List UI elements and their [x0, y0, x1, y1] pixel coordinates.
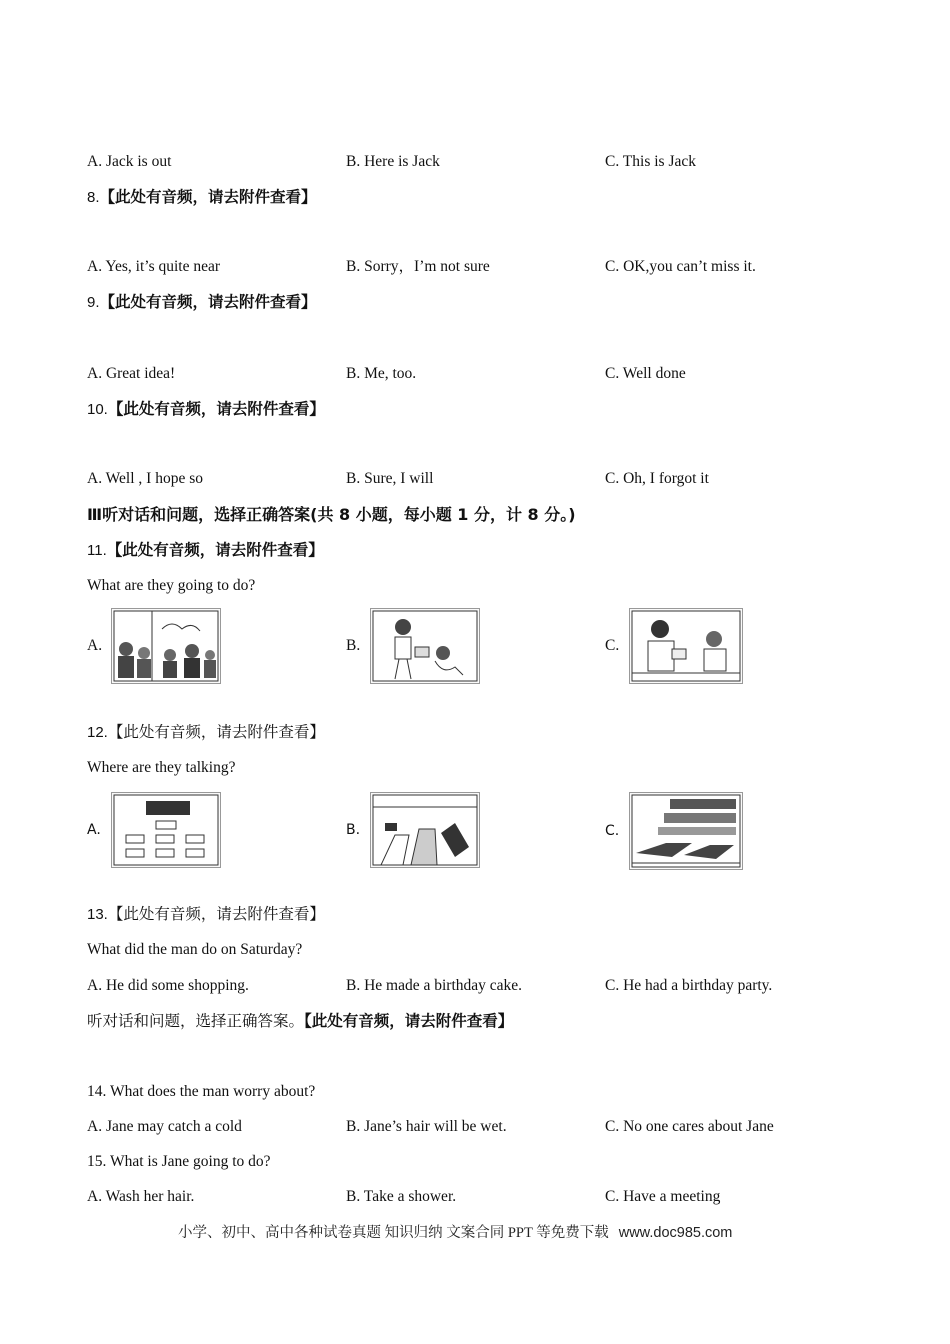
q9-option-a: A. Great idea! [87, 365, 176, 382]
q15-question: 15. What is Jane going to do? [87, 1153, 271, 1170]
q11-audio-note: 【此处有音频，请去附件查看】 [106, 541, 324, 559]
q15-option-b: B. Take a shower. [346, 1188, 457, 1205]
q9-number: 9. [87, 294, 100, 311]
group-audio-note: 【此处有音频，请去附件查看】 [304, 1012, 514, 1030]
q12-option-b[interactable] [346, 792, 480, 868]
group-instruction-text: 听对话和问题，选择正确答案。 [87, 1012, 305, 1030]
q12-picture-c [629, 792, 743, 870]
q12-option-a[interactable] [87, 792, 221, 868]
q11-label-b: B. [346, 637, 361, 654]
q13-option-c: C. He had a birthday party. [605, 977, 773, 994]
q13-number: 13. [87, 906, 108, 923]
q13-option-a: A. He did some shopping. [87, 977, 249, 994]
q11-picture-a [111, 608, 221, 684]
q7-option-c: C. This is Jack [605, 153, 696, 170]
q11-number: 11. [87, 542, 107, 559]
section-3-heading: Ⅲ听对话和问题，选择正确答案(共 8 小题，每小题 1 分，计 8 分。) [87, 505, 576, 524]
q12-picture-a [111, 792, 221, 868]
q11-question: What are they going to do? [87, 577, 256, 594]
q8-header [87, 187, 317, 208]
footer-text: 小学、初中、高中各种试卷真题 知识归纳 文案合同 PPT 等免费下载 [178, 1225, 609, 1241]
q13-audio-note: 【此处有音频，请去附件查看】 [107, 905, 325, 923]
q7-option-b: B. Here is Jack [346, 153, 440, 170]
q12-option-c[interactable] [605, 792, 743, 870]
q8-number: 8. [87, 189, 100, 206]
q14-option-b: B. Jane’s hair will be wet. [346, 1118, 507, 1135]
q11-option-a[interactable] [87, 608, 221, 684]
q12-label-b: B. [346, 822, 361, 838]
q8-option-a: A. Yes, it’s quite near [87, 258, 221, 275]
q10-header [87, 399, 325, 420]
q10-number: 10. [87, 401, 108, 418]
q9-audio-note: 【此处有音频，请去附件查看】 [99, 293, 317, 311]
footer-url[interactable]: www.doc985.com [618, 1225, 733, 1241]
q9-header [87, 292, 317, 313]
q12-number: 12. [87, 724, 108, 741]
q11-picture-c [629, 608, 743, 684]
q9-option-c: C. Well done [605, 365, 686, 382]
q11-label-c: C. [605, 637, 620, 654]
q10-option-c: C. Oh, I forgot it [605, 470, 709, 487]
q12-audio-note: 【此处有音频，请去附件查看】 [107, 723, 325, 741]
q15-option-c: C. Have a meeting [605, 1188, 721, 1205]
q8-option-c: C. OK,you can’t miss it. [605, 258, 756, 275]
q11-option-c[interactable] [605, 608, 743, 684]
q12-question: Where are they talking? [87, 759, 236, 776]
q13-header [87, 904, 325, 925]
q12-label-c: C. [605, 823, 620, 839]
q12-label-a: A. [87, 822, 101, 838]
q14-option-a: A. Jane may catch a cold [87, 1118, 242, 1135]
q11-option-b[interactable] [346, 608, 480, 684]
q15-option-a: A. Wash her hair. [87, 1188, 195, 1205]
q7-option-a: A. Jack is out [87, 153, 172, 170]
q8-option-b: B. Sorry，I’m not sure [346, 258, 490, 275]
q11-label-a: A. [87, 637, 103, 654]
q13-question: What did the man do on Saturday? [87, 941, 303, 958]
q10-audio-note: 【此处有音频，请去附件查看】 [107, 400, 325, 418]
q12-picture-b [370, 792, 480, 868]
q14-option-c: C. No one cares about Jane [605, 1118, 774, 1135]
footer [178, 1221, 732, 1242]
q12-header [87, 722, 325, 743]
q10-option-b: B. Sure, I will [346, 470, 434, 487]
q11-picture-b [370, 608, 480, 684]
group-14-15-instruction [87, 1011, 513, 1031]
q13-option-b: B. He made a birthday cake. [346, 977, 523, 994]
q9-option-b: B. Me, too. [346, 365, 417, 382]
q11-header [87, 540, 324, 561]
q14-question: 14. What does the man worry about? [87, 1083, 316, 1100]
q10-option-a: A. Well , I hope so [87, 470, 203, 487]
q8-audio-note: 【此处有音频，请去附件查看】 [99, 188, 317, 206]
